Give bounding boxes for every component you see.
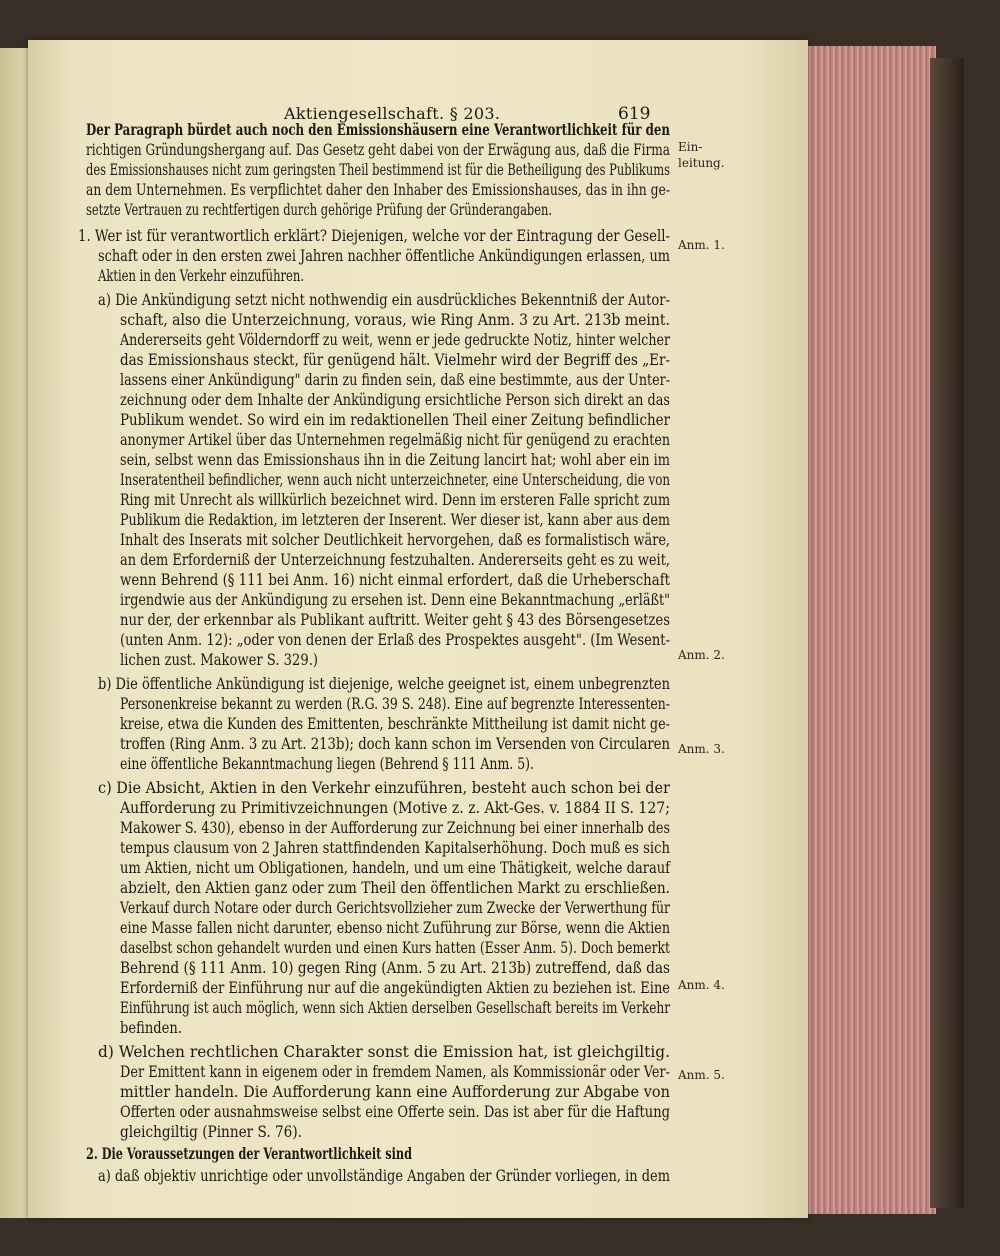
text-line: um Aktien, nicht um Obligationen, handeln, und um eine Thätigkeit, welche darauf [120, 859, 670, 877]
text-line: wenn Behrend (§ 111 bei Anm. 16) nicht einmal erfordert, daß die Urheberschaft [120, 571, 670, 589]
text-line: Publikum die Redaktion, im letzteren der Inserent. Wer dieser ist, kann aber aus dem [120, 511, 670, 529]
running-title: Aktiengesellschaft. § 203. [284, 104, 501, 123]
text-line: anonymer Artikel über das Unternehmen regelmäßig nicht für genügend zu erachten [120, 431, 670, 449]
text-line: gleichgiltig (Pinner S. 76). [120, 1123, 302, 1141]
text-line: lichen zust. Makower S. 329.) [120, 651, 318, 669]
text-line: Verkauf durch Notare oder durch Gerichtsvollzieher zum Zwecke der Verwerthung für [120, 899, 670, 917]
text-line: Behrend (§ 111 Anm. 10) gegen Ring (Anm. 5 zu Art. 213b) zutreffend, daß das [120, 959, 670, 977]
margin-note: Anm. 1. [678, 238, 725, 252]
text-line: richtigen Gründungshergang auf. Das Gesetz geht dabei von der Erwägung aus, daß die Firma [86, 141, 670, 159]
text-line: tempus clausum von 2 Jahren stattfindenden Kapitalserhöhung. Doch muß es sich [120, 839, 670, 857]
text-line: Offerten oder ausnahmsweise selbst eine Offerte sein. Das ist aber für die Haftung [120, 1103, 670, 1121]
text-line: Aktien in den Verkehr einzuführen. [98, 267, 304, 285]
text-line: mittler handeln. Die Aufforderung kann eine Aufforderung zur Abgabe von [120, 1083, 670, 1101]
text-line: das Emissionshaus steckt, für genügend hält. Vielmehr wird der Begriff des „Er- [120, 351, 670, 369]
text-line: daselbst schon gehandelt wurden und einen Kurs hatten (Esser Anm. 5). Doch bemerkt [120, 939, 670, 957]
text-line: Inhalt des Inserats mit solcher Deutlichkeit hervorgehen, daß es formalistisch wäre, [120, 531, 670, 549]
text-line: troffen (Ring Anm. 3 zu Art. 213b); doch kann schon im Versenden von Circularen [120, 735, 670, 753]
text-line: a) Die Ankündigung setzt nicht nothwendig ein ausdrückliches Bekenntniß der Autor- [98, 291, 670, 309]
text-line: Der Paragraph bürdet auch noch den Emissionshäusern eine Verantwortlichkeit für den [86, 120, 670, 139]
text-line: eine öffentliche Bekanntmachung liegen (Behrend § 111 Anm. 5). [120, 755, 534, 773]
text-line: schaft, also die Unterzeichnung, voraus, wie Ring Anm. 3 zu Art. 213b meint. [120, 311, 670, 329]
text-line: eine Masse fallen nicht darunter, ebenso nicht Zuführung zur Börse, wenn die Aktien [120, 919, 670, 937]
text-line: Publikum wendet. So wird ein im redaktionellen Theil einer Zeitung befindlicher [120, 411, 670, 429]
margin-note: Anm. 4. [678, 978, 725, 992]
margin-note: Anm. 2. [678, 648, 725, 662]
text-line: b) Die öffentliche Ankündigung ist diejenige, welche geeignet ist, einem unbegrenzten [98, 675, 670, 693]
text-line: Andererseits geht Völderndorff zu weit, wenn er jede gedruckte Notiz, hinter welcher [120, 331, 670, 349]
text-line: kreise, etwa die Kunden des Emittenten, beschränkte Mittheilung ist damit nicht ge- [120, 715, 670, 733]
text-line: Aufforderung zu Primitivzeichnungen (Motive z. z. Akt-Ges. v. 1884 II S. 127; [120, 799, 670, 817]
text-line: Erforderniß der Einführung nur auf die angekündigten Aktien zu beziehen ist. Eine [120, 979, 670, 997]
text-line: Der Emittent kann in eigenem oder in fremdem Namen, als Kommissionär oder Ver- [120, 1063, 670, 1081]
text-line: des Emissionshauses nicht zum geringsten Theil bestimmend ist für die Betheiligung des Publikums [86, 161, 670, 179]
text-line: d) Welchen rechtlichen Charakter sonst die Emission hat, ist gleichgiltig. [98, 1043, 670, 1061]
margin-note: Ein- [678, 140, 703, 154]
text-line: (unten Anm. 12): „oder von denen der Erlaß des Prospektes ausgeht". (Im Wesent- [120, 631, 670, 649]
page-number: 619 [618, 104, 651, 124]
text-line: sein, selbst wenn das Emissionshaus ihn in die Zeitung lancirt hat; wohl aber ein im [120, 451, 670, 469]
text-line: irgendwie aus der Ankündigung zu ersehen ist. Denn eine Bekanntmachung „erläßt" [120, 591, 670, 609]
margin-note: Anm. 5. [678, 1068, 725, 1082]
text-line: a) daß objektiv unrichtige oder unvollständige Angaben der Gründer vorliegen, in dem [98, 1167, 670, 1185]
text-line: Einführung ist auch möglich, wenn sich Aktien derselben Gesellschaft bereits im Verkehr [120, 999, 670, 1017]
text-line: abzielt, den Aktien ganz oder zum Theil den öffentlichen Markt zu erschließen. [120, 879, 670, 897]
text-line: Ring mit Unrecht als willkürlich bezeichnet wird. Denn im ersteren Falle spricht zum [120, 491, 670, 509]
margin-note: Anm. 3. [678, 742, 725, 756]
text-line: schaft oder in den ersten zwei Jahren nachher öffentliche Ankündigungen erlassen, um [98, 247, 670, 265]
text-line: an dem Erforderniß der Unterzeichnung festzuhalten. Andererseits geht es zu weit, [120, 551, 670, 569]
text-line: 1. Wer ist für verantwortlich erklärt? Diejenigen, welche vor der Eintragung der Gesell- [78, 227, 670, 245]
text-line: setzte Vertrauen zu rechtfertigen durch gehörige Prüfung der Gründerangaben. [86, 201, 552, 219]
text-line: befinden. [120, 1019, 182, 1037]
text-line: an dem Unternehmen. Es verpflichtet daher den Inhaber des Emissionshauses, das in ihn ge- [86, 181, 670, 199]
text-line: Makower S. 430), ebenso in der Aufforderung zur Zeichnung bei einer innerhalb des [120, 819, 670, 837]
text-line: lassens einer Ankündigung" darin zu finden sein, daß eine bestimmte, aus der Unter- [120, 371, 670, 389]
text-line: c) Die Absicht, Aktien in den Verkehr einzuführen, besteht auch schon bei der [98, 779, 670, 797]
margin-note: leitung. [678, 156, 725, 170]
text-line: Personenkreise bekannt zu werden (R.G. 39 S. 248). Eine auf begrenzte Interessenten- [120, 695, 670, 713]
text-line: Inseratentheil befindlicher, wenn auch nicht unterzeichneter, eine Unterscheidung, die von [120, 471, 670, 489]
text-line: zeichnung oder dem Inhalte der Ankündigung ersichtliche Person sich direkt an das [120, 391, 670, 409]
text-line: nur der, der erkennbar als Publikant auftritt. Weiter geht § 43 des Börsengesetzes [120, 611, 670, 629]
text-line: 2. Die Voraussetzungen der Verantwortlichkeit sind [86, 1144, 412, 1163]
